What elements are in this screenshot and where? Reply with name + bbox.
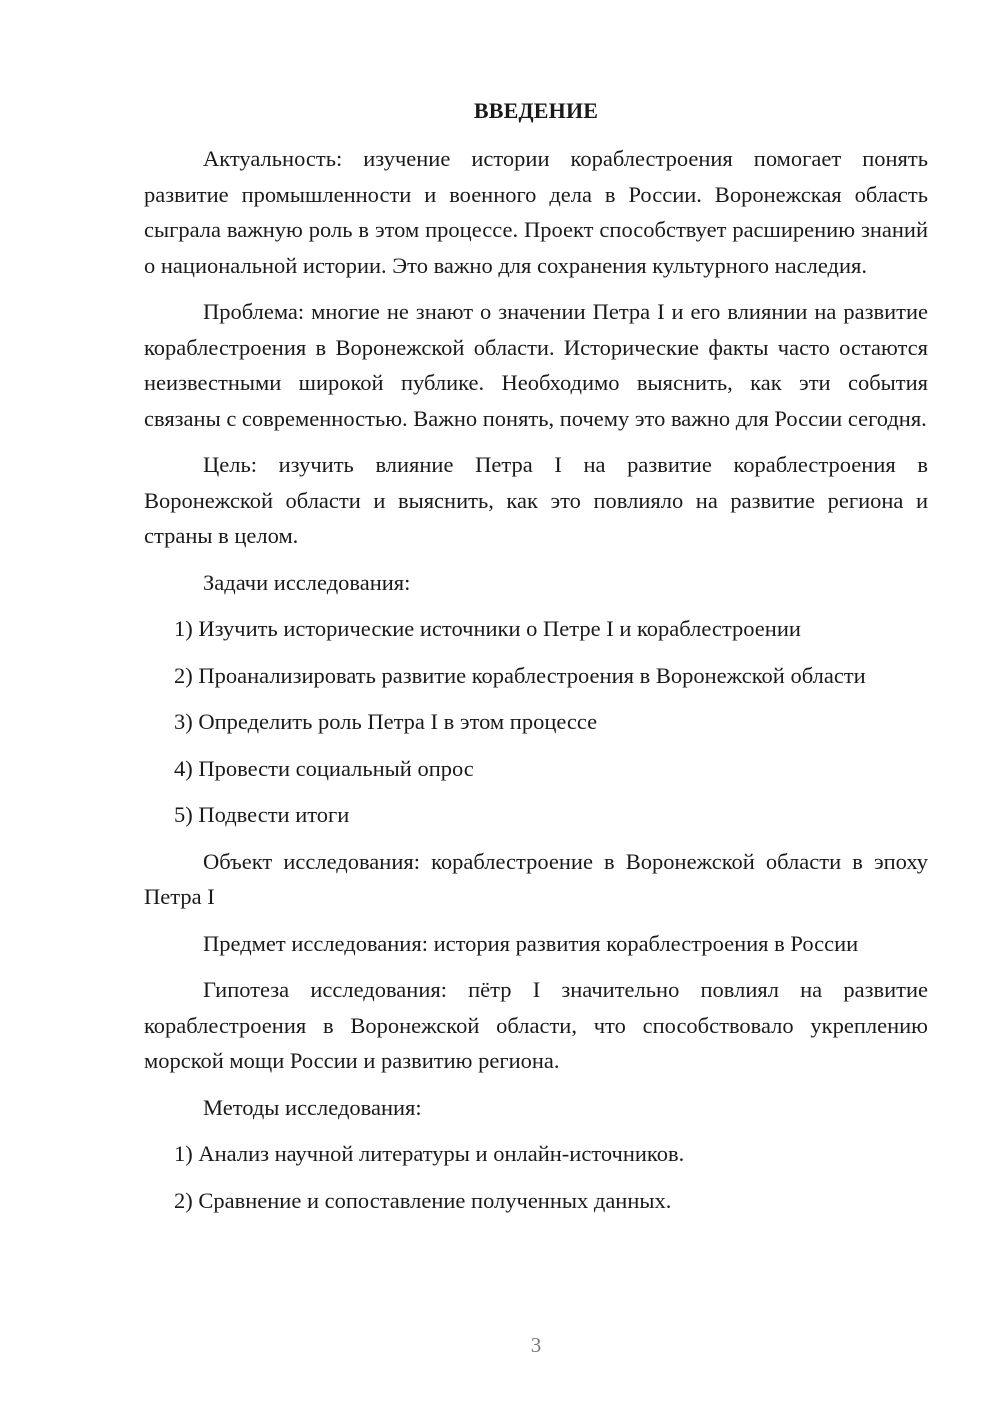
method-item: 2) Сравнение и сопоставление полученных данных. <box>174 1187 672 1213</box>
hypothesis-paragraph: Гипотеза исследования: пётр I значительно повлиял на развитие кораблестроения в Воронежской области, что способствовало укреплению морской мощи России и развитию региона. <box>144 977 928 1073</box>
goal-paragraph: Цель: изучить влияние Петра I на развитие кораблестроения в Воронежской области и выяснить, как это повлияло на развитие региона и страны в целом. <box>144 452 928 548</box>
page-number: 3 <box>530 1333 542 1357</box>
task-item: 5) Подвести итоги <box>174 802 350 827</box>
object-paragraph: Объект исследования: кораблестроение в Воронежской области в эпоху Петра I <box>144 848 928 909</box>
task-item: 2) Проанализировать развитие кораблестроения в Воронежской области <box>174 662 866 688</box>
problem-paragraph: Проблема: многие не знают о значении Петра I и его влиянии на развитие кораблестроения в Воронежской области. Исторические факты часто остаются неизвестными широкой публике. Необходимо выяснить, как эти события связаны с современностью. Важно понять, почему это важно для России сегодня. <box>144 299 928 431</box>
page-title: ВВЕДЕНИЕ <box>473 98 599 123</box>
task-item: 4) Провести социальный опрос <box>174 755 474 781</box>
methods-heading: Методы исследования: <box>203 1094 422 1120</box>
document-body <box>144 141 928 1218</box>
method-item: 1) Анализ научной литературы и онлайн-источников. <box>174 1141 685 1166</box>
subject-paragraph: Предмет исследования: история развития кораблестроения в России <box>203 930 859 956</box>
task-item: 3) Определить роль Петра I в этом процессе <box>174 709 598 734</box>
task-item: 1) Изучить исторические источники о Петре I и кораблестроении <box>174 616 801 641</box>
tasks-heading: Задачи исследования: <box>203 569 411 595</box>
relevance-paragraph: Актуальность: изучение истории кораблестроения помогает понять развитие промышленности и военного дела в России. Воронежская область сыграла важную роль в этом процессе. Проект способствует расширению знаний о национальной истории. Это важно для сохранения культурного наследия. <box>144 146 928 278</box>
